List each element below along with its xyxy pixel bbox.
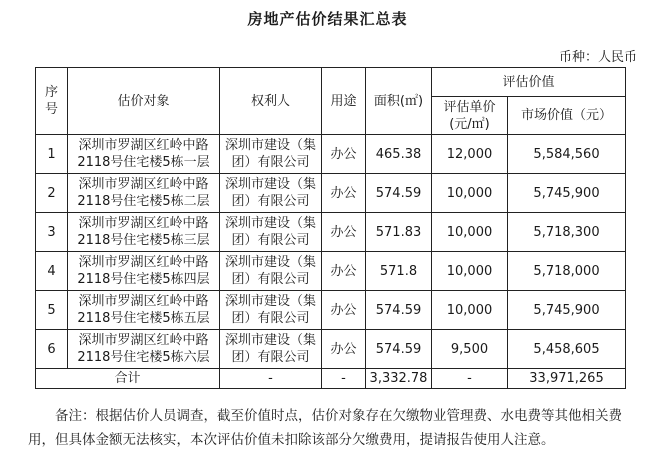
row-owner: 深圳市建设（集团）有限公司 [220,252,322,291]
header-unit-price: 评估单价(元/㎡) [432,97,508,135]
row-index: 4 [36,252,68,291]
header-valuation-group: 评估价值 [432,68,626,97]
row-market-value: 5,718,000 [508,252,626,291]
row-owner: 深圳市建设（集团）有限公司 [220,213,322,252]
row-owner: 深圳市建设（集团）有限公司 [220,135,322,174]
row-area: 574.59 [366,291,432,330]
table-row [36,291,626,330]
row-owner: 深圳市建设（集团）有限公司 [220,330,322,369]
row-object: 深圳市罗湖区红岭中路2118号住宅楼5栋四层 [68,252,220,291]
total-market-value: 33,971,265 [508,369,626,389]
footnote: 备注：根据估价人员调查，截至价值时点，估价对象存在欠缴物业管理费、水电费等其他相关费用，但具体金额无法核实，本次评估价值未扣除该部分欠缴费用，提请报告使用人注意。 [28,408,622,448]
row-unit-price: 10,000 [432,291,508,330]
total-row [36,369,626,389]
row-area: 574.59 [366,330,432,369]
row-market-value: 5,718,300 [508,213,626,252]
table-row [36,213,626,252]
row-unit-price: 10,000 [432,252,508,291]
header-object: 估价对象 [68,68,220,135]
row-owner: 深圳市建设（集团）有限公司 [220,174,322,213]
table-row [36,135,626,174]
header-area: 面积(㎡) [366,68,432,135]
row-index: 6 [36,330,68,369]
total-unit-price: - [432,369,508,389]
table-row [36,330,626,369]
row-index: 5 [36,291,68,330]
row-usage: 办公 [322,252,366,291]
document-title: 房地产估价结果汇总表 [247,10,408,28]
row-usage: 办公 [322,291,366,330]
row-market-value: 5,458,605 [508,330,626,369]
row-unit-price: 12,000 [432,135,508,174]
row-market-value: 5,584,560 [508,135,626,174]
table-row [36,252,626,291]
row-owner: 深圳市建设（集团）有限公司 [220,291,322,330]
row-market-value: 5,745,900 [508,291,626,330]
row-unit-price: 10,000 [432,174,508,213]
row-object: 深圳市罗湖区红岭中路2118号住宅楼5栋一层 [68,135,220,174]
row-area: 574.59 [366,174,432,213]
row-usage: 办公 [322,213,366,252]
header-usage: 用途 [322,68,366,135]
row-area: 571.83 [366,213,432,252]
row-object: 深圳市罗湖区红岭中路2118号住宅楼5栋五层 [68,291,220,330]
row-index: 3 [36,213,68,252]
row-object: 深圳市罗湖区红岭中路2118号住宅楼5栋三层 [68,213,220,252]
row-area: 465.38 [366,135,432,174]
valuation-summary-table [35,67,626,389]
row-object: 深圳市罗湖区红岭中路2118号住宅楼5栋二层 [68,174,220,213]
header-owner: 权利人 [220,68,322,135]
row-area: 571.8 [366,252,432,291]
row-usage: 办公 [322,135,366,174]
header-index: 序号 [36,68,68,135]
header-market-value: 市场价值（元） [508,97,626,135]
total-usage: - [322,369,366,389]
row-usage: 办公 [322,174,366,213]
total-area: 3,332.78 [366,369,432,389]
row-usage: 办公 [322,330,366,369]
row-object: 深圳市罗湖区红岭中路2118号住宅楼5栋六层 [68,330,220,369]
table-row [36,174,626,213]
row-market-value: 5,745,900 [508,174,626,213]
total-owner: - [220,369,322,389]
row-index: 2 [36,174,68,213]
row-unit-price: 10,000 [432,213,508,252]
row-unit-price: 9,500 [432,330,508,369]
row-index: 1 [36,135,68,174]
currency-label: 币种：人民币 [558,50,637,65]
total-label: 合计 [36,369,220,389]
